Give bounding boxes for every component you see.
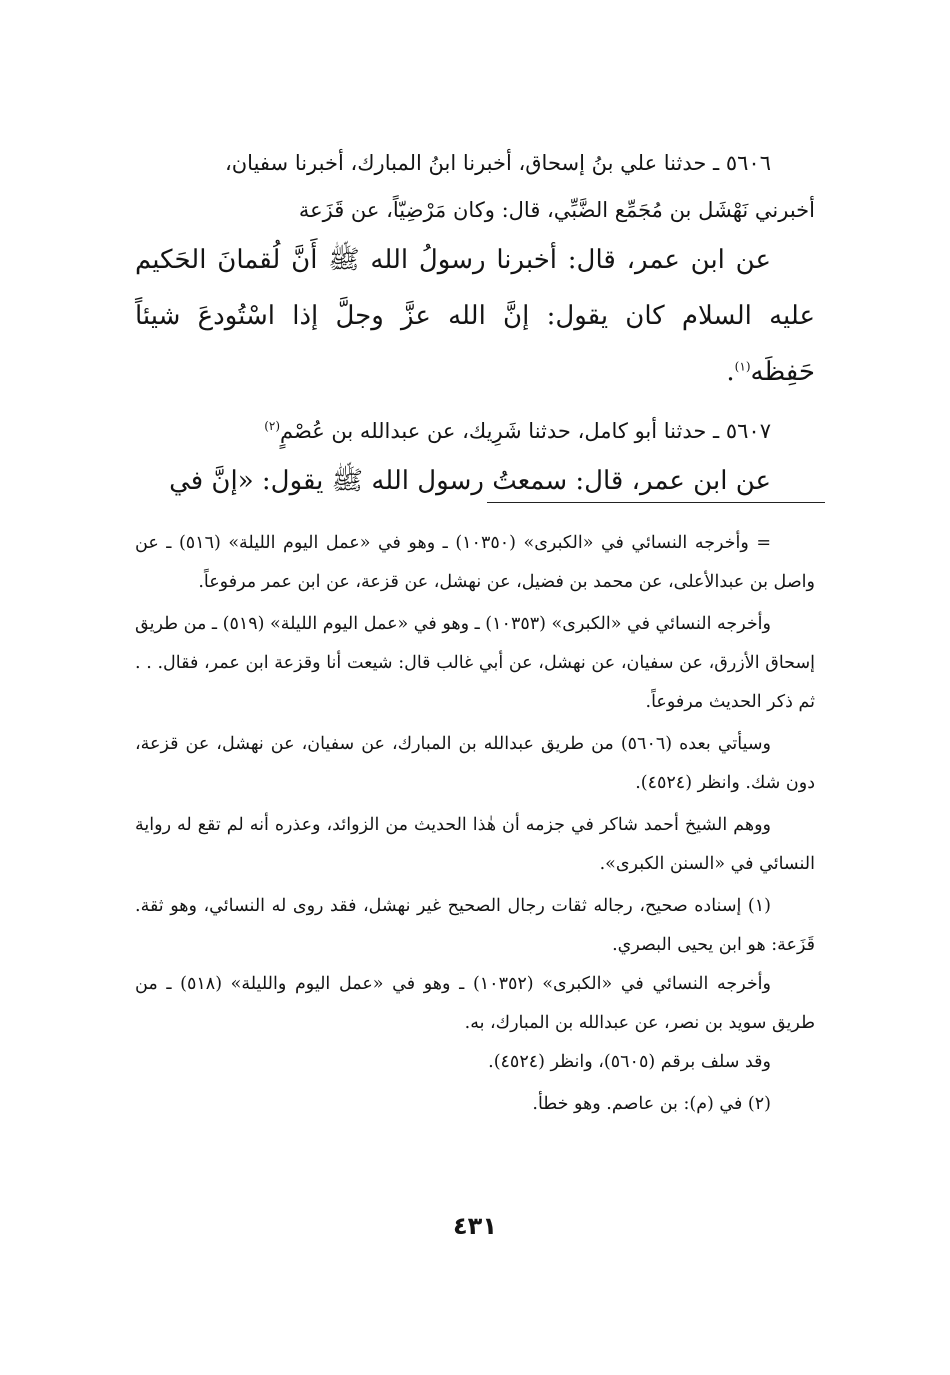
- hadith-5607-matn: عن ابن عمر، قال: سمعتُ رسول الله ﷺ يقول: «إنَّ في: [169, 466, 771, 496]
- page-number: ٤٣١: [453, 1212, 497, 1240]
- hadith-5607-isnad: [135, 410, 815, 453]
- footnote-1: (١) إسناده صحيح، رجاله ثقات رجال الصحيح غير نهشل، فقد روى له النسائي، وهو ثقة. قَزَعة: هو ابن يحيى البصري.: [135, 896, 815, 955]
- footnote-paragraph: وقد سلف برقم (٥٦٠٥)، وانظر (٤٥٢٤).: [488, 1052, 771, 1072]
- footnote-separator: [487, 502, 825, 503]
- footnote-ref-2: (٢): [264, 419, 281, 433]
- hadith-5607-isnad-text: ٥٦٠٧ ـ حدثنا أبو كامل، حدثنا شَرِيك، عن عبدالله بن عُصْمٍ: [280, 419, 771, 443]
- footnote-ref-1: (١): [734, 359, 751, 374]
- footnote-continued: = وأخرجه النسائي في «الكبرى» (١٠٣٥٠) ـ وهو في «عمل اليوم الليلة» (٥١٦) ـ عن واصل بن عبدالأعلى، عن محمد بن فضيل، عن نهشل، عن قزعة، عن ابن عمر مرفوعاً.: [135, 533, 815, 592]
- hadith-5606-isnad-line-1: ٥٦٠٦ ـ حدثنا علي بنُ إسحاق، أخبرنا ابنُ المبارك، أخبرنا سفيان،: [224, 151, 771, 175]
- hadith-main-text: [135, 142, 815, 509]
- footnote-2: (٢) في (م): بن عاصم. وهو خطأ.: [532, 1094, 771, 1114]
- footnote-paragraph: وأخرجه النسائي في «الكبرى» (١٠٣٥٢) ـ وهو في «عمل اليوم والليلة» (٥١٨) ـ من طريق سويد بن نصر، عن عبدالله بن المبارك، به.: [135, 974, 815, 1033]
- footnote-paragraph: وأخرجه النسائي في «الكبرى» (١٠٣٥٣) ـ وهو في «عمل اليوم الليلة» (٥١٩) ـ من طريق إسحاق الأزرق، عن سفيان، عن نهشل، عن أبي غالب قال: شيعت أنا وقزعة ابن عمر، فقال. . . ثم ذكر الحديث مرفوعاً.: [135, 614, 815, 712]
- footnote-paragraph: وسيأتي بعده (٥٦٠٦) من طريق عبدالله بن المبارك، عن سفيان، عن نهشل، عن قزعة، دون شك. وانظر (٤٥٢٤).: [135, 734, 815, 793]
- footnote-paragraph: ووهم الشيخ أحمد شاكر في جزمه أن هٰذا الحديث من الزوائد، وعذره أنه لم تقع له رواية النسائي في «السنن الكبرى».: [135, 815, 815, 874]
- hadith-5606-matn: عن ابن عمر، قال: أخبرنا رسولُ الله ﷺ أَنَّ لُقمانَ الحَكيم عليه السلام كان يقول: إنَّ الله عزَّ وجلَّ إذا اسْتُودعَ شيئاً حَفِظَه$^{(١)}$.: [135, 245, 815, 387]
- hadith-5606-isnad-line-2: أخبرني نَهْشَل بن مُجَمِّع الضَّبِّي، قال: وكان مَرْضِيّاً، عن قَزَعة: [298, 198, 815, 222]
- footnotes: [135, 524, 815, 1124]
- hadith-5606-matn-text: عن ابن عمر، قال: أخبرنا رسولُ الله ﷺ أَنَّ لُقمانَ الحَكيم عليه السلام كان يقول: إنَّ الله عزَّ وجلَّ إذا اسْتُودعَ شيئاً حَفِظَه: [135, 245, 815, 387]
